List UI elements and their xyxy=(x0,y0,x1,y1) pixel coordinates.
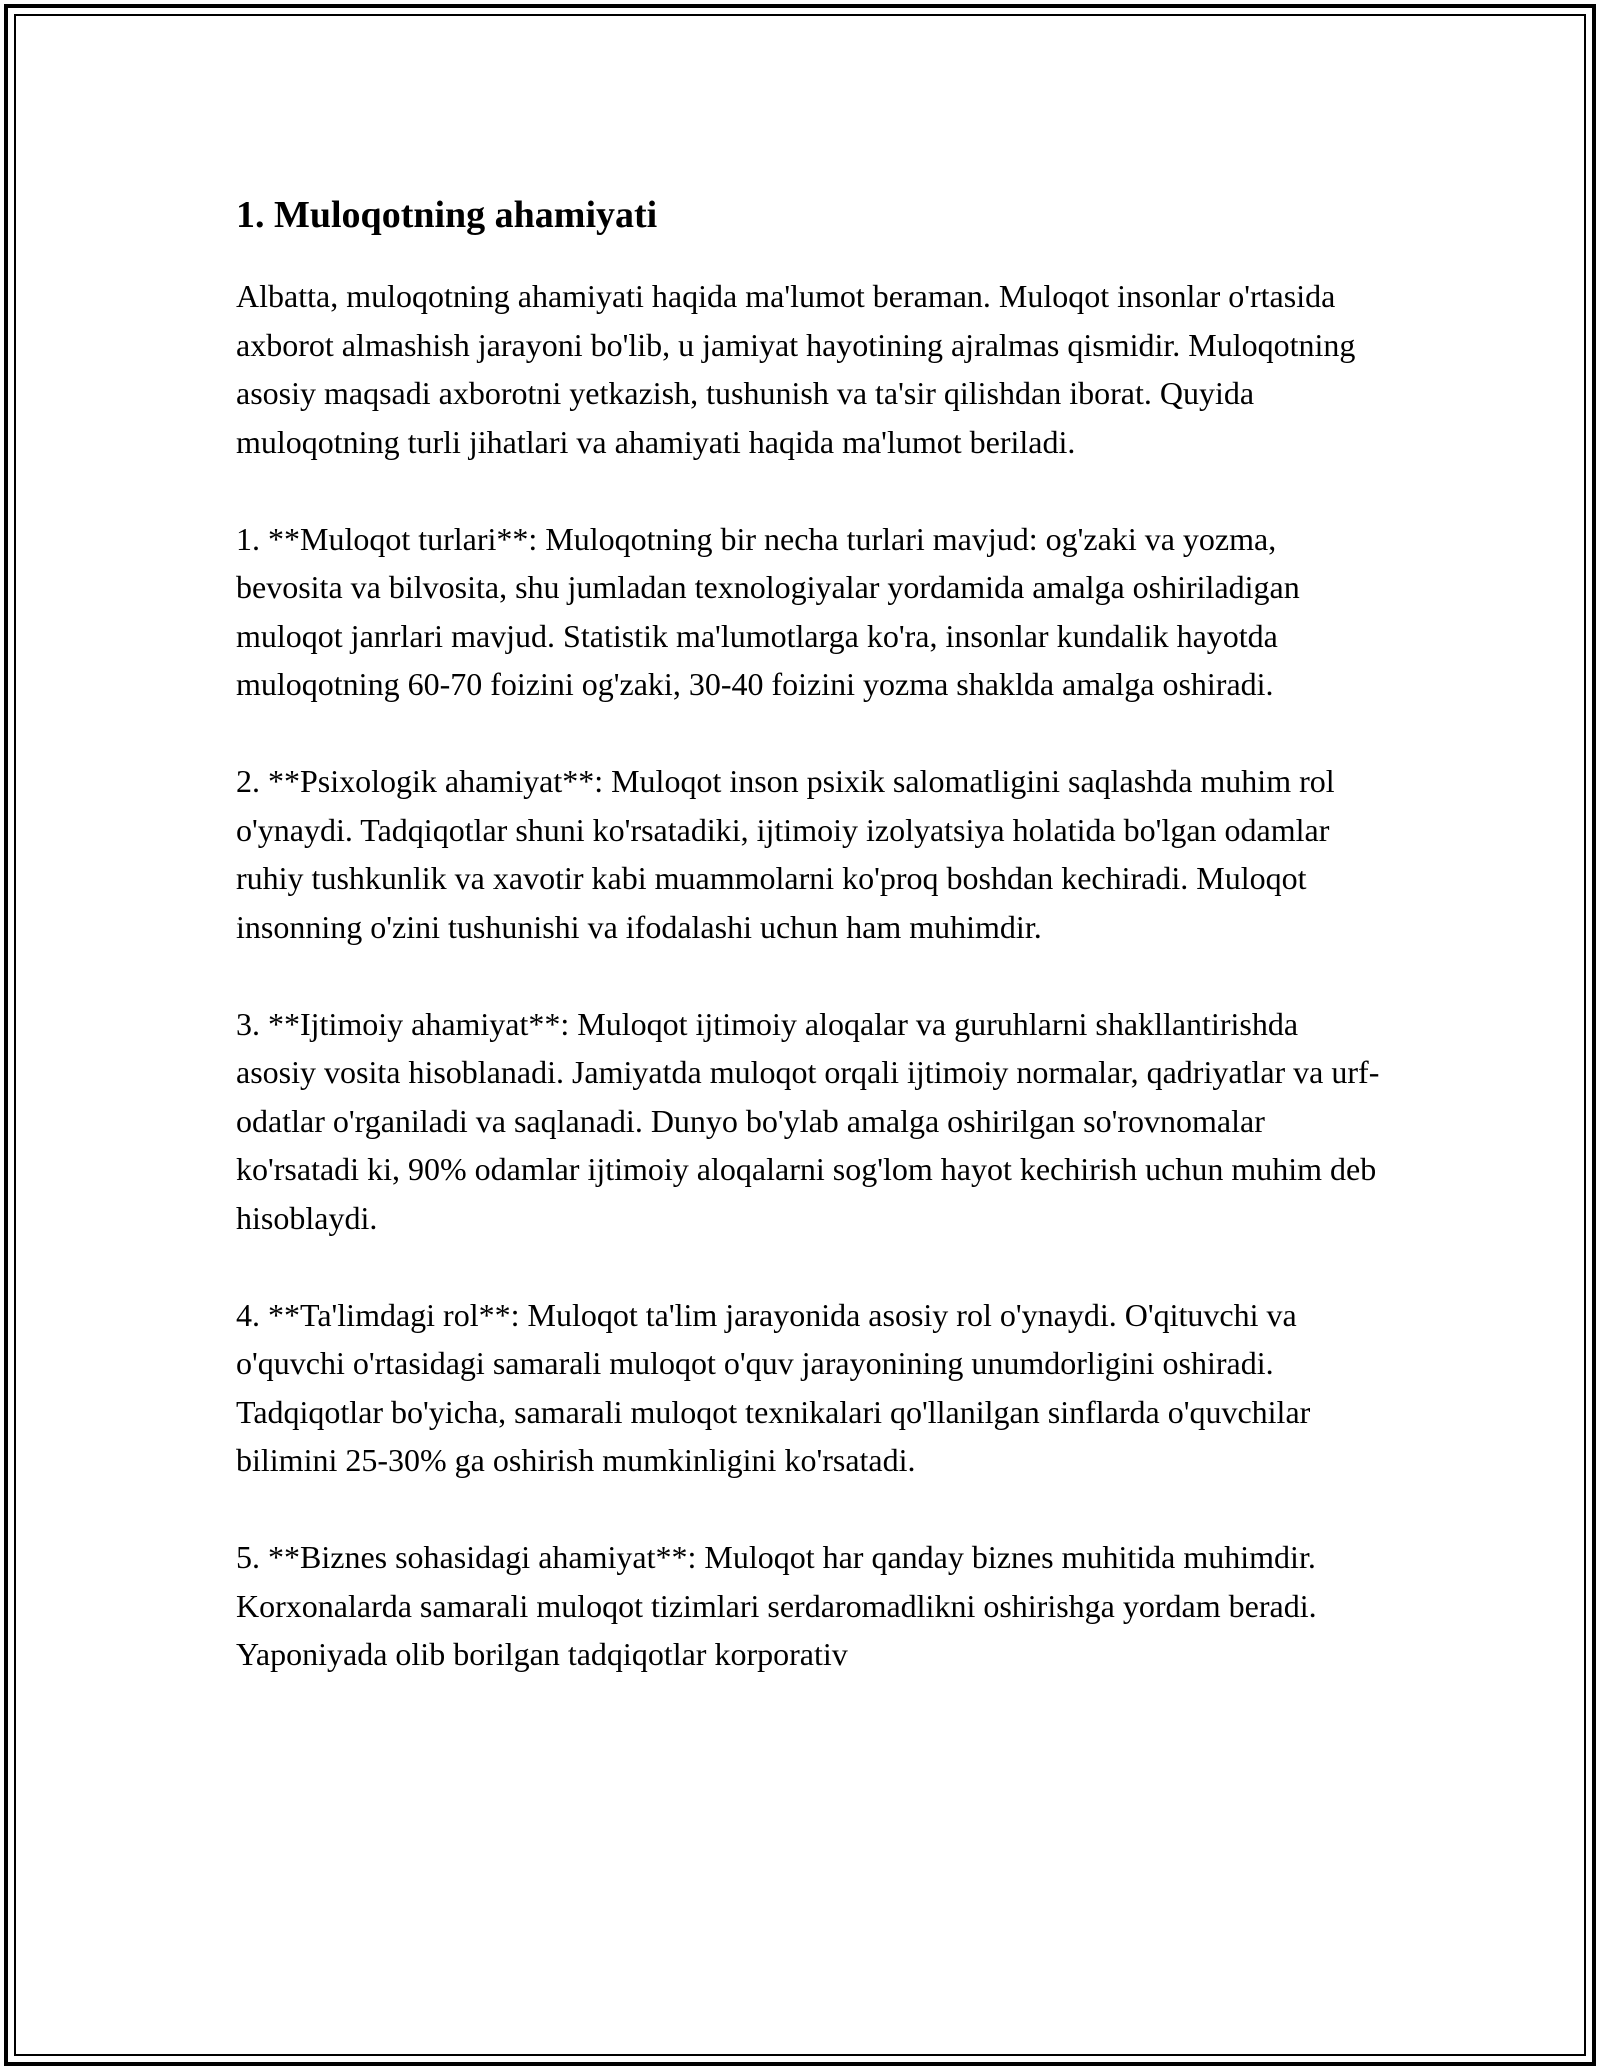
document-body xyxy=(236,190,1386,1679)
paragraph-social-importance: 3. **Ijtimoiy ahamiyat**: Muloqot ijtimoiy aloqalar va guruhlarni shakllantirishda asosiy vosita hisoblanadi. Jamiyatda muloqot orqali ijtimoiy normalar, qadriyatlar va urf-odatlar o'rganiladi va saqlanadi. Dunyo bo'ylab amalga oshirilgan so'rovnomalar ko'rsatadi ki, 90% odamlar ijtimoiy aloqalarni sog'lom hayot kechirish uchun muhim deb hisoblaydi. xyxy=(236,1005,1380,1236)
paragraph-education-role: 4. **Ta'limdagi rol**: Muloqot ta'lim jarayonida asosiy rol o'ynaydi. O'qituvchi va o'quvchi o'rtasidagi samarali muloqot o'quv jarayonining unumdorligini oshiradi. Tadqiqotlar bo'yicha, samarali muloqot texnikalari qo'llanilgan sinflarda o'quvchilar bilimini 25-30% ga oshirish mumkinligini ko'rsatadi. xyxy=(236,1296,1311,1478)
document-title: 1. Muloqotning ahamiyati xyxy=(236,194,658,236)
paragraph-communication-types: 1. **Muloqot turlari**: Muloqotning bir necha turlari mavjud: og'zaki va yozma, bevosita va bilvosita, shu jumladan texnologiyalar yordamida amalga oshiriladigan muloqot janrlari mavjud. Statistik ma'lumotlarga ko'ra, insonlar kundalik hayotda muloqotning 60-70 foizini og'zaki, 30-40 foizini yozma shaklda amalga oshiradi. xyxy=(236,520,1300,702)
paragraph-business-importance: 5. **Biznes sohasidagi ahamiyat**: Muloqot har qanday biznes muhitida muhimdir. Korxonalarda samarali muloqot tizimlari serdaromadlikni oshirishga yordam beradi. Yaponiyada olib borilgan tadqiqotlar korporativ xyxy=(236,1539,1317,1672)
paragraph-psychological-importance: 2. **Psixologik ahamiyat**: Muloqot inson psixik salomatligini saqlashda muhim rol o'ynaydi. Tadqiqotlar shuni ko'rsatadiki, ijtimoiy izolyatsiya holatida bo'lgan odamlar ruhiy tushkunlik va xavotir kabi muammolarni ko'proq boshdan kechiradi. Muloqot insonning o'zini tushunishi va ifodalashi uchun ham muhimdir. xyxy=(236,763,1335,945)
paragraph-intro: Albatta, muloqotning ahamiyati haqida ma'lumot beraman. Muloqot insonlar o'rtasida axborot almashish jarayoni bo'lib, u jamiyat hayotining ajralmas qismidir. Muloqotning asosiy maqsadi axborotni yetkazish, tushunish va ta'sir qilishdan iborat. Quyida muloqotning turli jihatlari va ahamiyati haqida ma'lumot beriladi. xyxy=(236,278,1356,460)
